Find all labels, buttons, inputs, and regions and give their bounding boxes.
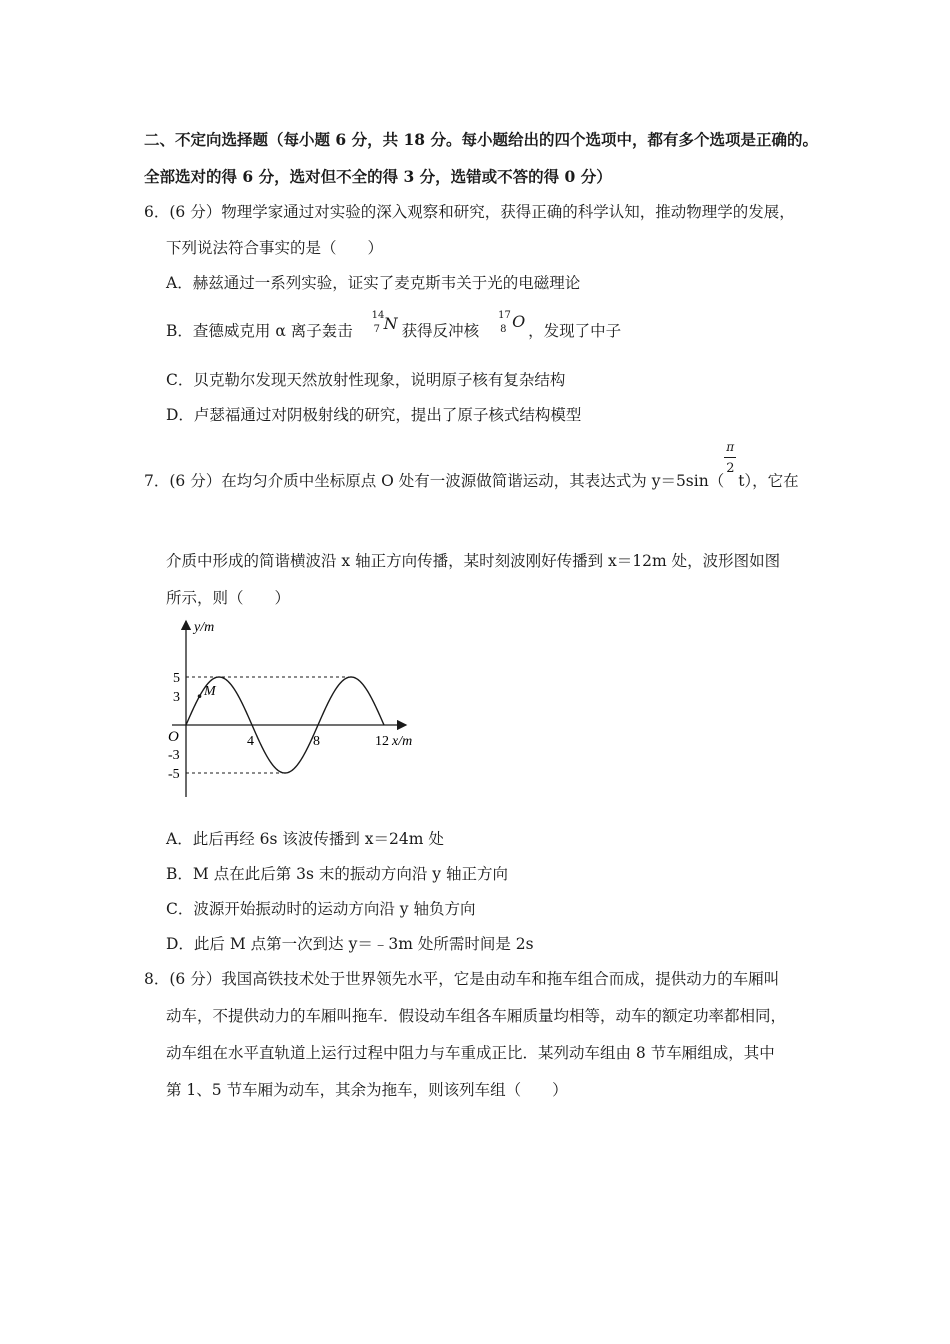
x-tick-label: 12 (375, 734, 389, 749)
q6-stem-line1: 6．(6 分）物理学家通过对实验的深入观察和研究，获得正确的科学认知，推动物理学的发展， (144, 203, 795, 221)
oxygen-atomic-number: 8 (500, 324, 507, 335)
q7-option-b[interactable]: B．M 点在此后第 3s 末的振动方向沿 y 轴正方向 (166, 865, 508, 883)
y-axis-label: y/m (194, 620, 215, 635)
section-title-line1: 二、不定向选择题（每小题 6 分，共 18 分。每小题给出的四个选项中，都有多个选项是正确的。 (144, 130, 818, 149)
q6-option-c[interactable]: C．贝克勒尔发现天然放射性现象，说明原子核有复杂结构 (166, 371, 566, 389)
q6-stem-line2: 下列说法符合事实的是（ ） (166, 239, 384, 257)
q7-stem-line1 (144, 440, 799, 491)
oxygen-nuclide (498, 310, 528, 338)
y-tick-label: 3 (173, 690, 180, 706)
nitrogen-nuclide (371, 310, 402, 338)
pi-over-2-fraction (724, 440, 738, 488)
section-title-line2: 全部选对的得 6 分，选对但不全的得 3 分，选错或不答的得 0 分） (144, 167, 612, 186)
q7-stem-line3: 所示，则（ ） (166, 589, 291, 607)
q8-stem-line1: 8．(6 分）我国高铁技术处于世界领先水平，它是由动车和拖车组合而成，提供动力的车厢叫 (144, 970, 780, 988)
q8-stem-line2: 动车，不提供动力的车厢叫拖车．假设动车组各车厢质量均相等，动车的额定功率都相同， (166, 1007, 787, 1025)
wave-graph (160, 615, 430, 805)
q6-option-b[interactable] (166, 310, 622, 341)
origin-label: O (168, 729, 179, 745)
y-tick-label: -3 (168, 747, 180, 763)
x-tick-label: 8 (313, 734, 320, 749)
q8-stem-line3: 动车组在水平直轨道上运行过程中阻力与车重成正比．某列动车组由 8 节车厢组成，其中 (166, 1044, 775, 1062)
q6-option-b-text2: 获得反冲核 (401, 322, 480, 340)
y-tick-label: 5 (173, 671, 180, 686)
fraction-bar (724, 457, 736, 458)
y-tick-label: -5 (168, 767, 180, 782)
fraction-denominator: 2 (726, 461, 735, 476)
q7-option-a[interactable]: A．此后再经 6s 该波传播到 x＝24m 处 (166, 830, 444, 848)
q7-option-d[interactable]: D．此后 M 点第一次到达 y＝﹣3m 处所需时间是 2s (166, 935, 534, 953)
fraction-numerator: π (726, 440, 735, 454)
q7-stem-line2: 介质中形成的简谐横波沿 x 轴正方向传播，某时刻波刚好传播到 x＝12m 处，波形图如图 (166, 552, 781, 570)
q7-stem-line1-a: 7．(6 分）在均匀介质中坐标原点 O 处有一波源做简谐运动，其表达式为 y＝5sin（ (144, 472, 725, 490)
x-tick-label: 4 (247, 734, 254, 749)
q6-option-b-text1: B．查德威克用 α 离子轰击 (166, 322, 353, 340)
q7-stem-line1-b: t），它在 (738, 472, 799, 490)
q6-option-a[interactable]: A．赫兹通过一系列实验，证实了麦克斯韦关于光的电磁理论 (166, 274, 581, 292)
q8-stem-line4: 第 1、5 节车厢为动车，其余为拖车，则该列车组（ ） (166, 1081, 568, 1099)
nitrogen-mass-number: 14 (371, 310, 385, 321)
oxygen-symbol: O (512, 312, 526, 331)
point-m-label: M (204, 684, 216, 699)
x-axis-label: x/m (392, 734, 413, 749)
q6-option-b-text3: ，发现了中子 (528, 322, 622, 340)
nitrogen-symbol: N (383, 314, 398, 333)
q7-option-c[interactable]: C．波源开始振动时的运动方向沿 y 轴负方向 (166, 900, 476, 918)
nitrogen-atomic-number: 7 (373, 324, 381, 335)
oxygen-mass-number: 17 (498, 310, 511, 321)
q6-option-d[interactable]: D．卢瑟福通过对阴极射线的研究，提出了原子核式结构模型 (166, 406, 582, 424)
